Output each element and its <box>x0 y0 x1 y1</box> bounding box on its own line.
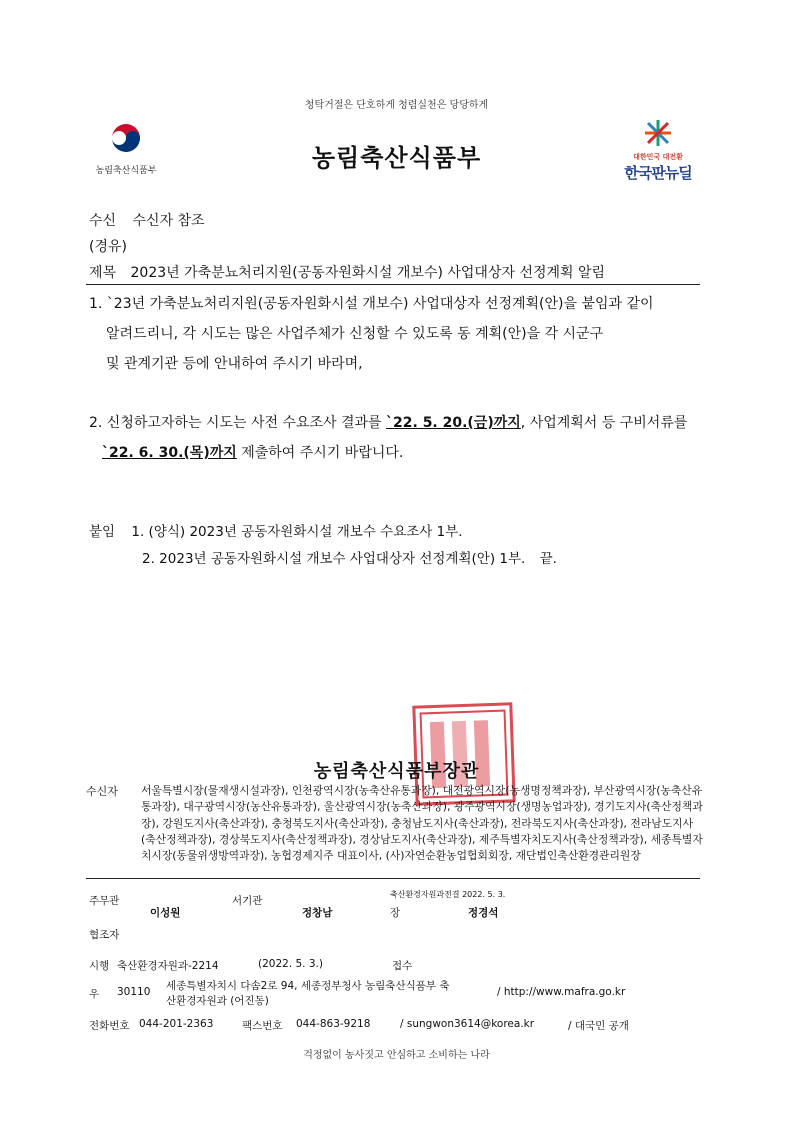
address-line-2: 산환경자원과 (어진동) <box>166 995 269 1007</box>
homepage-link[interactable]: / http://www.mafra.go.kr <box>497 986 626 998</box>
receipt-label: 접수 <box>392 960 413 972</box>
paragraph-1-line-1: 1. `23년 가축분뇨처리지원(공동자원화시설 개보수) 사업대상자 선정계획(안)을 붙임과 같이 <box>89 296 654 312</box>
recipient-value: 수신자 참조 <box>132 213 205 229</box>
paragraph-2-line-1 <box>89 408 687 438</box>
attachment-line-2 <box>142 547 557 567</box>
final-approver-role: 장 <box>390 907 401 919</box>
final-approver-name: 정경석 <box>468 907 499 919</box>
minister-signature-line: 농림축산식품부장관 <box>313 761 480 782</box>
paragraph-2-end: 제출하여 주시기 바랍니다. <box>236 445 404 461</box>
tel-number: 044-201-2363 <box>139 1018 214 1030</box>
attachment-item-1: 1. (양식) 2023년 공동자원화시설 개보수 수요조사 1부. <box>131 524 463 540</box>
via-line: (경유) <box>89 239 127 255</box>
recipient-line <box>89 210 205 230</box>
subject-rule <box>86 284 700 285</box>
email-link[interactable]: / sungwon3614@korea.kr <box>400 1018 535 1030</box>
submission-deadline: `22. 6. 30.(목)까지 <box>102 445 237 461</box>
recipients-label: 수신자 <box>86 785 118 798</box>
subject-value: 2023년 가축분뇨처리지원(공동자원화시설 개보수) 사업대상자 선정계획 알림 <box>130 265 606 281</box>
fax-number: 044-863-9218 <box>296 1018 371 1030</box>
address-line-1: 세종특별자치시 다솜2로 94, 세종정부청사 농림축산식품부 축 <box>166 980 450 992</box>
subject-line <box>89 262 605 282</box>
top-slogan: 청탁거절은 단호하게 청렴실천은 당당하게 <box>304 100 489 111</box>
new-deal-subtitle: 대한민국 대전환 <box>633 153 683 161</box>
new-deal-star-icon <box>641 118 675 148</box>
final-approval-note: 축산환경자원과전결 2022. 5. 3. <box>390 890 506 899</box>
survey-deadline: `22. 5. 20.(금)까지 <box>386 415 521 431</box>
drafter-role: 주무관 <box>89 895 120 907</box>
tel-label: 전화번호 <box>89 1020 130 1032</box>
cooperator-label: 협조자 <box>89 929 120 941</box>
enforcement-number: 축산환경자원과-2214 <box>117 960 219 972</box>
attachment-label: 붙임 <box>89 524 116 540</box>
paragraph-1-line-3: 및 관계기관 등에 안내하여 주시기 바라며, <box>106 356 363 372</box>
enforcement-label: 시행 <box>89 960 110 972</box>
end-mark: 끝. <box>539 551 557 567</box>
left-logo-caption: 농림축산식품부 <box>95 166 157 176</box>
postal-label: 우 <box>89 988 100 1000</box>
enforcement-date: (2022. 5. 3.) <box>258 958 323 970</box>
reviewer-role: 서기관 <box>232 895 263 907</box>
postal-code: 30110 <box>117 986 151 998</box>
subject-label: 제목 <box>89 265 117 281</box>
paragraph-2-intro: 2. 신청하고자하는 시도는 사전 수요조사 결과를 <box>89 415 387 431</box>
drafter-name: 이성원 <box>150 907 181 919</box>
recipients-rule <box>86 878 700 879</box>
recipient-label: 수신 <box>89 213 117 229</box>
document-org-title: 농림축산식품부 <box>311 144 482 172</box>
disclosure-status: / 대국민 공개 <box>568 1020 629 1032</box>
new-deal-title: 한국판뉴딜 <box>624 164 692 182</box>
new-deal-logo <box>618 118 698 183</box>
paragraph-2-line-2 <box>102 438 403 468</box>
attachment-line-1 <box>89 520 463 540</box>
attachment-item-2: 2. 2023년 공동자원화시설 개보수 사업대상자 선정계획(안) 1부. <box>142 551 526 567</box>
paragraph-1-line-2: 알려드리니, 각 시도는 많은 사업주체가 신청할 수 있도록 동 계획(안)을 각 시군구 <box>106 326 604 342</box>
footer-slogan: 걱정없이 농사짓고 안심하고 소비하는 나라 <box>303 1050 490 1061</box>
reviewer-name: 정창남 <box>302 907 333 919</box>
fax-label: 팩스번호 <box>242 1020 283 1032</box>
recipients-list: 서울특별시장(물재생시설과장), 인천광역시장(농축산유통과장), 대전광역시장(농생명정책과장), 부산광역시장(농축산유통과장), 대구광역시장(농산유통과장), 울산광역시장(농축산과장), 광주광역시장(생명농업과장), 경기도지사(축산정책과장), 강원도지사(축산과장), 충청북도지사(축산과장), 충청남도지사(축산과장), 전라북도지사(축산과장), 전라남도지사(축산정책과장), 경상북도지사(축산정책과장), 경상남도지사(축산과장), 제주특별자치도지사(축산정책과장), 세종특별자치시장(동물위생방역과장), 농협경제지주 대표이사, (사)자연순환농업협회회장, 재단법인축산환경관리원장 <box>141 784 703 863</box>
paragraph-2-continuation: , 사업계획서 등 구비서류를 <box>520 415 688 431</box>
